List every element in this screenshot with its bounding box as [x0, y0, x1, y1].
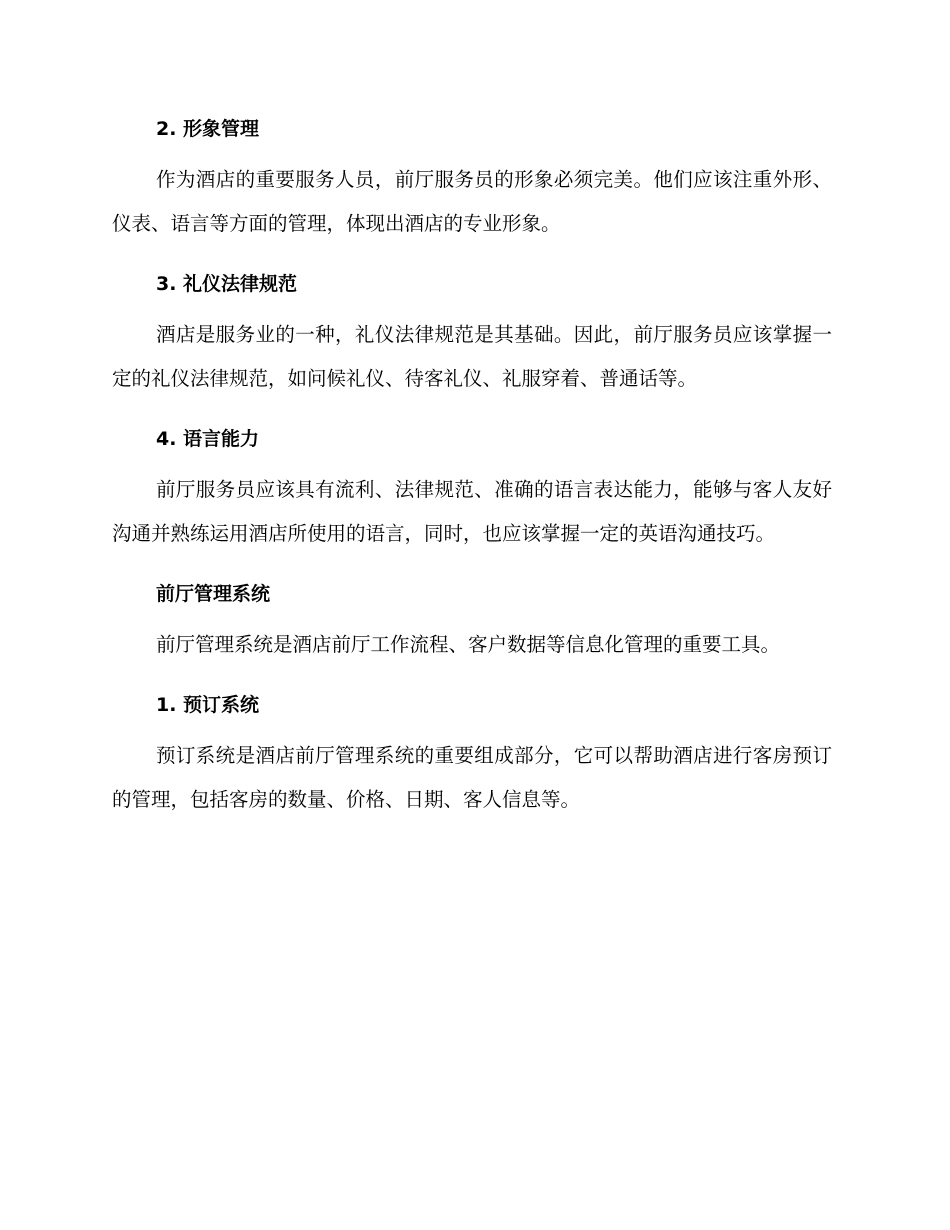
- section-paragraph-reservation-system: 预订系统是酒店前厅管理系统的重要组成部分，它可以帮助酒店进行客房预订的管理，包括客房的数量、价格、日期、客人信息等。: [112, 744, 832, 811]
- section-paragraph-front-office-system: 前厅管理系统是酒店前厅工作流程、客户数据等信息化管理的重要工具。: [156, 633, 781, 656]
- section-heading-front-office-system: 前厅管理系统: [156, 583, 271, 605]
- section-paragraph-image-management: 作为酒店的重要服务人员，前厅服务员的形象必须完美。他们应该注重外形、仪表、语言等方面的管理，体现出酒店的专业形象。: [112, 168, 832, 235]
- section-heading-etiquette-rules: 3. 礼仪法律规范: [156, 273, 298, 295]
- section-heading-reservation-system: 1. 预订系统: [156, 694, 260, 716]
- section-paragraph-language-ability: 前厅服务员应该具有流利、法律规范、准确的语言表达能力，能够与客人友好沟通并熟练运用酒店所使用的语言，同时，也应该掌握一定的英语沟通技巧。: [112, 478, 832, 545]
- section-heading-image-management: 2. 形象管理: [156, 118, 260, 140]
- section-heading-language-ability: 4. 语言能力: [156, 428, 260, 450]
- section-paragraph-etiquette-rules: 酒店是服务业的一种，礼仪法律规范是其基础。因此，前厅服务员应该掌握一定的礼仪法律规范，如问候礼仪、待客礼仪、礼服穿着、普通话等。: [112, 323, 832, 390]
- document-body: [112, 115, 832, 822]
